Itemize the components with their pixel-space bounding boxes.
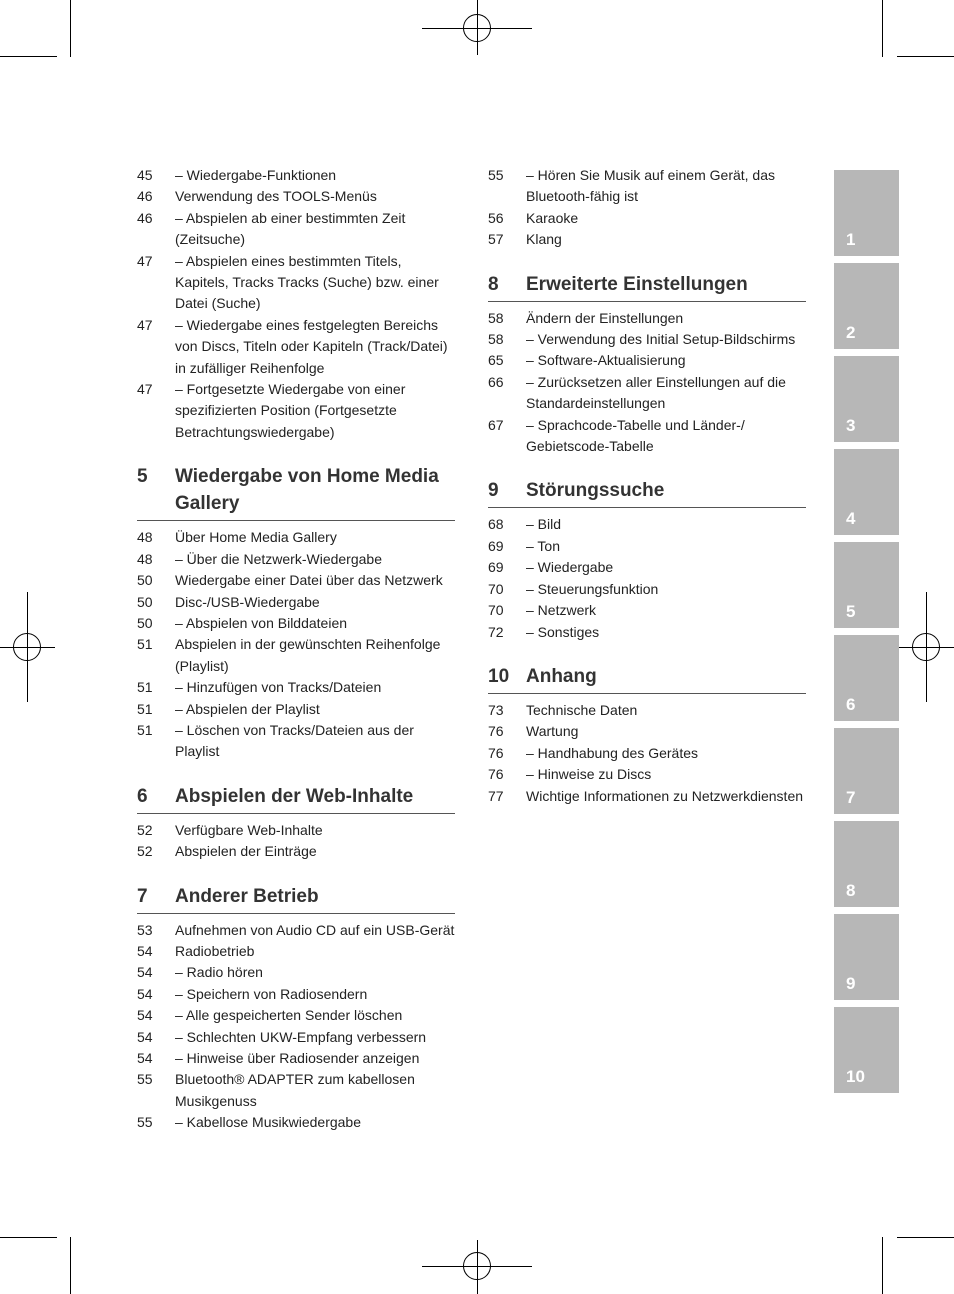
section-number: 7 [137,885,148,907]
toc-entry [137,720,455,763]
entry-title: – Software-Aktualisierung [526,352,686,369]
chapter-tab [834,542,899,628]
chapter-tab-label: 5 [846,602,856,621]
chapter-tab-label: 2 [846,323,856,342]
entry-title: Ändern der Einstellungen [526,309,684,326]
page-number: 55 [137,1114,153,1131]
entry-title: – Hinweise zu Discs [526,766,652,783]
entry-title: Über Home Media Gallery [175,529,337,546]
toc-entry [488,308,806,329]
page-number: 45 [137,167,153,183]
page-number: 51 [137,721,153,738]
page-number: 54 [137,1028,153,1045]
entry-title: – Hören Sie Musik auf einem Gerät, das Bluetooth-fähig ist [526,167,776,205]
section-heading [137,883,455,914]
toc-entry [137,1027,455,1048]
page-number: 50 [137,593,153,610]
section-number: 6 [137,785,148,807]
entry-title: Wichtige Informationen zu Netzwerkdiensten [526,787,804,804]
page-number: 51 [137,700,153,717]
entry-title: Radiobetrieb [175,942,255,959]
toc-left-column [137,165,455,1134]
toc-entry [137,315,455,379]
toc-entry [488,764,806,785]
page-number: 56 [488,209,504,226]
chapter-tab [834,1007,899,1093]
toc-entry [137,1112,455,1133]
section-heading [488,477,806,508]
section-title: Wiedergabe von Home Media Gallery [175,466,439,515]
page-number: 50 [137,572,153,589]
entry-title: – Bild [526,516,562,533]
section-title: Anhang [526,665,597,687]
page-number: 46 [137,188,153,205]
toc-entry [488,350,806,371]
toc-entry [137,941,455,962]
toc-entry [137,1069,455,1112]
toc-entry [488,372,806,415]
page-number: 77 [488,787,504,804]
chapter-tab-label: 3 [846,416,856,435]
toc-entry [137,677,455,698]
toc-entry [488,721,806,742]
chapter-tab [834,635,899,721]
entry-title: Technische Daten [526,701,638,718]
entry-title: Aufnehmen von Audio CD auf ein USB-Gerät [175,921,455,938]
entry-title: – Steuerungsfunktion [526,580,659,597]
section-title: Erweiterte Einstellungen [526,273,748,295]
chapter-tabs [834,170,899,1100]
chapter-tab [834,263,899,349]
entry-title: – Wiedergabe eines festgelegten Bereichs von Discs, Titeln oder Kapiteln (Track/Datei) in zufälliger Reihenfolge [175,316,448,376]
section-heading [488,271,806,302]
toc-entry [488,743,806,764]
entry-title: Verwendung des TOOLS-Menüs [175,188,377,205]
entry-title: Wartung [526,723,579,740]
entry-title: – Alle gespeicherten Sender löschen [175,1007,403,1024]
entry-title: Klang [526,231,562,248]
toc-entry [137,549,455,570]
toc-entry [488,514,806,535]
toc-entry [488,700,806,721]
page-number: 70 [488,580,504,597]
page-number: 58 [488,331,504,348]
entry-title: – Fortgesetzte Wiedergabe von einer spezifizierten Position (Fortgesetzte Betrachtungswiedergabe) [175,381,406,440]
toc-entry [137,570,455,591]
page-number: 66 [488,373,504,390]
toc-entry [488,557,806,578]
entry-title: – Kabellose Musikwiedergabe [175,1114,361,1131]
entry-title: Bluetooth® ADAPTER zum kabellosen Musikgenuss [175,1071,415,1109]
chapter-tab-label: 10 [846,1067,865,1086]
chapter-tab-label: 9 [846,974,856,993]
toc-entry [137,613,455,634]
section-number: 5 [137,466,148,488]
page-number: 48 [137,529,153,546]
page-number: 69 [488,537,504,554]
entry-title: – Sprachcode-Tabelle und Länder-/ Gebietscode-Tabelle [526,416,745,455]
entry-title: – Abspielen eines bestimmten Titels, Kapitels, Tracks Tracks (Suche) bzw. einer Datei (Suche) [175,252,439,312]
page-number: 54 [137,964,153,981]
page-number: 70 [488,602,504,619]
chapter-tab [834,449,899,535]
chapter-tab-label: 4 [846,509,856,528]
toc-entry [137,186,455,207]
entry-title: – Zurücksetzen aller Einstellungen auf die Standardeinstellungen [526,373,786,412]
page-number: 67 [488,416,504,433]
page-number: 55 [488,167,504,183]
toc-entry [137,1005,455,1026]
page-number: 72 [488,623,504,640]
entry-title: – Sonstiges [526,623,600,640]
page-number: 57 [488,231,504,248]
toc-entry [137,841,455,862]
toc-entry [488,536,806,557]
section-title: Störungssuche [526,480,665,502]
chapter-tab-label: 1 [846,230,856,249]
toc-entry [488,622,806,643]
entry-title: – Über die Netzwerk-Wiedergabe [175,550,382,567]
chapter-tab [834,821,899,907]
entry-title: – Abspielen der Playlist [175,700,320,717]
toc-entry [488,415,806,458]
entry-title: Abspielen in der gewünschten Reihenfolge (Playlist) [175,636,441,674]
entry-title: – Löschen von Tracks/Dateien aus der Playlist [175,721,414,760]
toc-entry [137,1048,455,1069]
toc-entry [137,208,455,251]
entry-title: Abspielen der Einträge [175,843,317,860]
page-number: 47 [137,316,153,333]
page-number: 46 [137,209,153,226]
page-number: 53 [137,921,153,938]
entry-title: – Verwendung des Initial Setup-Bildschirms [526,331,796,348]
page-number: 58 [488,309,504,326]
page-number: 54 [137,1050,153,1066]
entry-title: Disc-/USB-Wiedergabe [175,593,320,610]
entry-title: – Wiedergabe [526,559,614,576]
toc-entry [137,962,455,983]
page-number: 55 [137,1071,153,1088]
toc-entry [488,208,806,229]
chapter-tab [834,170,899,256]
entry-title: – Netzwerk [526,602,597,619]
entry-title: Verfügbare Web-Inhalte [175,821,323,838]
toc-entry [488,786,806,807]
entry-title: Wiedergabe einer Datei über das Netzwerk [175,572,443,589]
page-number: 47 [137,381,153,398]
page-number: 50 [137,614,153,631]
entry-title: – Hinzufügen von Tracks/Dateien [175,679,382,696]
entry-title: – Abspielen ab einer bestimmten Zeit (Zeitsuche) [175,209,406,248]
entry-title: – Speichern von Radiosendern [175,985,368,1002]
entry-title: – Wiedergabe-Funktionen [175,167,337,183]
section-heading [137,463,455,521]
toc-entry [137,984,455,1005]
toc-entry [137,920,455,941]
toc-entry [137,592,455,613]
chapter-tab-label: 6 [846,695,856,714]
chapter-tab-label: 7 [846,788,856,807]
toc-entry [137,379,455,443]
toc-entry [488,329,806,350]
page-number: 48 [137,550,153,567]
entry-title: Karaoke [526,209,579,226]
chapter-tab [834,914,899,1000]
page-number: 52 [137,821,153,838]
page-number: 76 [488,723,504,740]
entry-title: – Ton [526,537,560,554]
toc-entry [137,165,455,186]
entry-title: – Handhabung des Gerätes [526,744,699,761]
page-number: 47 [137,252,153,269]
page-number: 68 [488,516,504,533]
section-title: Anderer Betrieb [175,885,319,907]
entry-title: – Radio hören [175,964,263,981]
entry-title: – Abspielen von Bilddateien [175,614,348,631]
section-heading [137,783,455,814]
toc-entry [488,600,806,621]
page-number: 69 [488,559,504,576]
entry-title: – Schlechten UKW-Empfang verbessern [175,1028,427,1045]
page-number: 52 [137,843,153,860]
toc-entry [488,165,806,208]
chapter-tab [834,728,899,814]
page-number: 65 [488,352,504,369]
section-number: 8 [488,273,499,295]
toc-entry [137,251,455,315]
page-number: 54 [137,942,153,959]
page-number: 51 [137,679,153,696]
section-title: Abspielen der Web-Inhalte [175,785,414,807]
toc-entry [137,634,455,677]
page-number: 54 [137,985,153,1002]
chapter-tab [834,356,899,442]
section-number: 10 [488,665,510,687]
section-heading [488,663,806,694]
toc-entry [137,820,455,841]
toc-entry [137,699,455,720]
toc-entry [488,579,806,600]
page-number: 51 [137,636,153,653]
toc-right-column [488,165,806,807]
page-number: 54 [137,1007,153,1024]
toc-entry [488,229,806,250]
page-number: 76 [488,766,504,783]
entry-title: – Hinweise über Radiosender anzeigen [175,1050,420,1066]
toc-entry [137,527,455,548]
page-number: 73 [488,701,504,718]
section-number: 9 [488,480,499,502]
chapter-tab-label: 8 [846,881,856,900]
page-number: 76 [488,744,504,761]
